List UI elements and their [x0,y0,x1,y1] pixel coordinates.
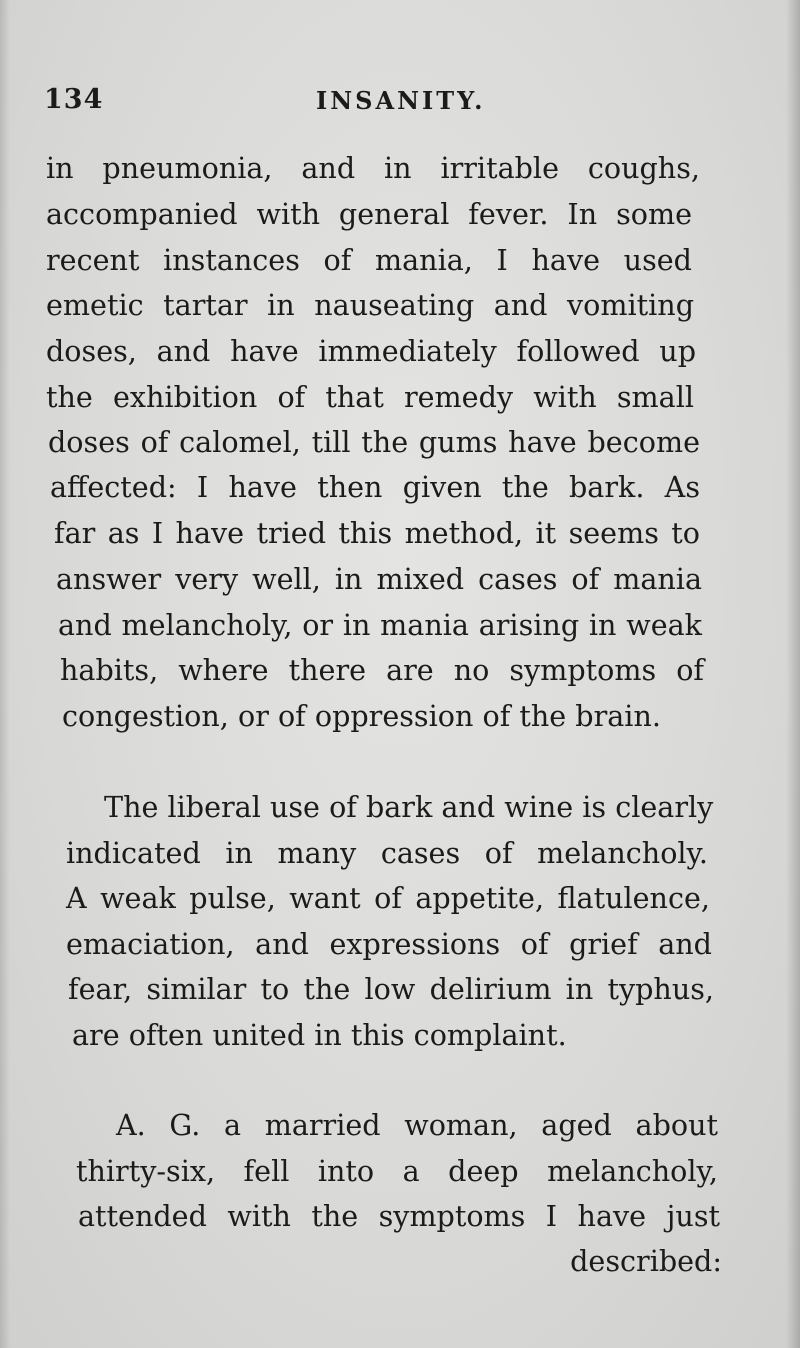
page-number: 134 [44,84,104,115]
text-line: emetic tartar in nauseating and vomiting [46,288,694,322]
text-line: doses of calomel, till the gums have become [48,425,700,459]
text-line: doses, and have immediately followed up [46,334,696,368]
text-line: A weak pulse, want of appetite, flatulence, [66,881,710,915]
text-line: accompanied with general fever. In some [46,197,692,231]
text-line: indicated in many cases of melancholy. [66,836,708,870]
text-line: described: [570,1244,722,1278]
text-line: far as I have tried this method, it seems to [54,516,700,550]
text-line: affected: I have then given the bark. As [50,470,700,504]
page-header [44,84,704,124]
text-line: emaciation, and expressions of grief and [66,927,712,961]
text-line: and melancholy, or in mania arising in weak [58,608,702,642]
text-line: the exhibition of that remedy with small [46,380,694,414]
page-shadow-left [0,0,10,1348]
text-line: The liberal use of bark and wine is clearly [104,790,714,824]
text-line: answer very well, in mixed cases of mania [56,562,702,596]
text-line: thirty-six, fell into a deep melancholy, [76,1154,718,1188]
text-line: attended with the symptoms I have just [78,1199,720,1233]
text-line: A. G. a married woman, aged about [116,1108,718,1142]
text-line: recent instances of mania, I have used [46,243,692,277]
text-line: congestion, or of oppression of the brain. [62,699,661,733]
text-line: in pneumonia, and in irritable coughs, [46,151,700,185]
running-title: INSANITY. [316,86,486,115]
text-line: habits, where there are no symptoms of [60,653,704,687]
text-line: fear, similar to the low delirium in typhus, [68,972,714,1006]
text-line: are often united in this complaint. [72,1018,567,1052]
page-shadow-right [786,0,800,1348]
